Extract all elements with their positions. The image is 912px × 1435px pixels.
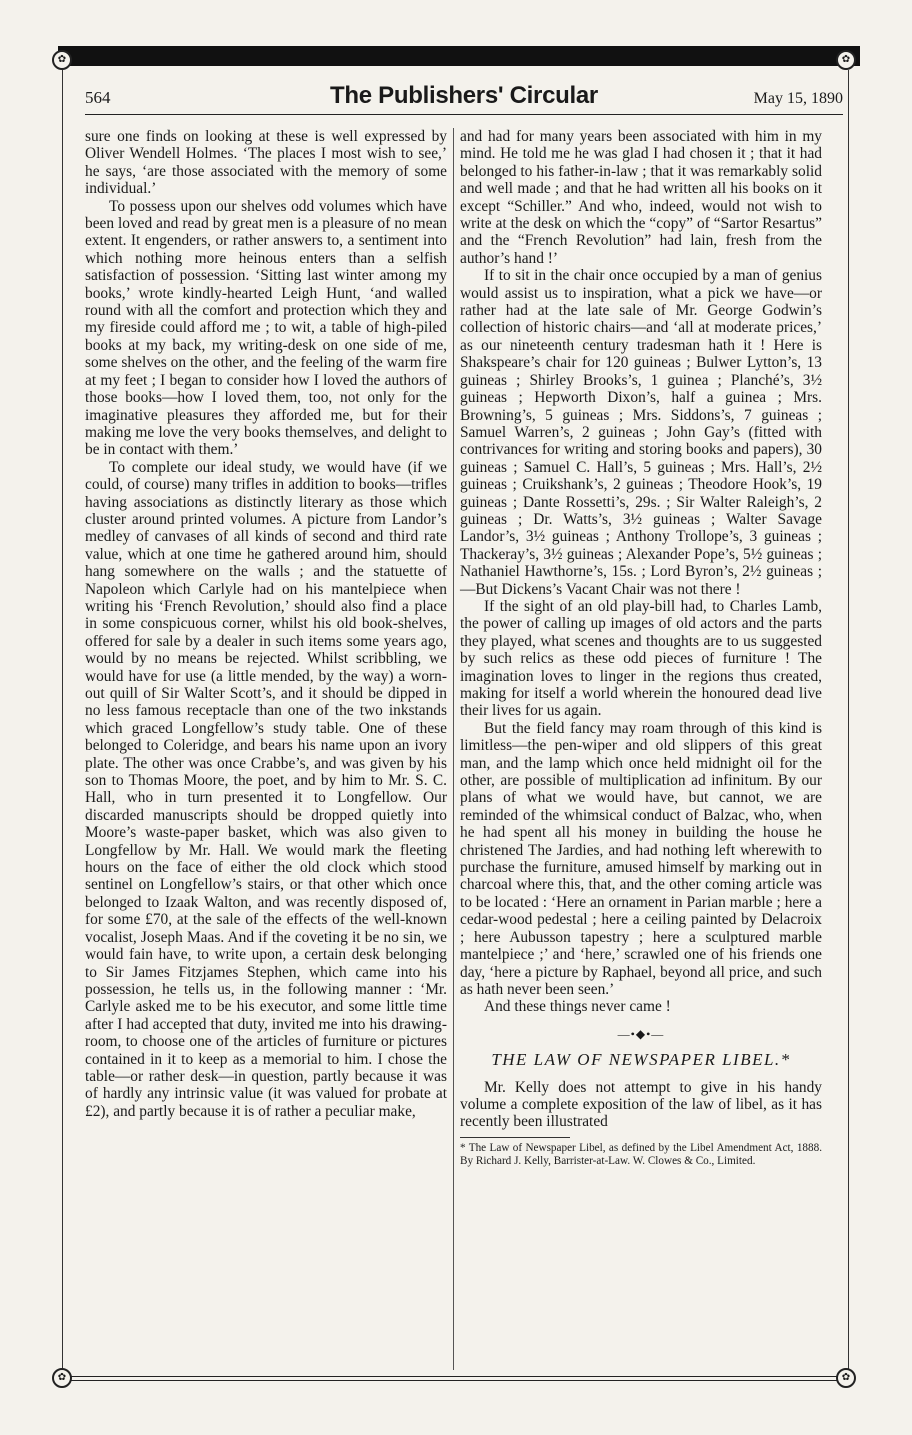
footnote-rule <box>460 1137 570 1138</box>
footnote: * The Law of Newspaper Libel, as defined by the Libel Amendment Act, 1888. By Richard J. Kelly, Barrister-at-Law. W. Clowes & Co., Limited. <box>460 1141 822 1167</box>
paragraph: But the field fancy may roam through of this kind is limitless—the pen-wiper and old slippers of this great man, and the lamp which once held midnight oil for the other, are possible of multiplication ad infinitum. By our plans of what we would have, but cannot, we are reminded of the whimsical conduct of Balzac, who, when he had spent all his money in building the house he christened The Jardies, and had nothing left wherewith to purchase the furniture, amused himself by marking out in charcoal where this, that, and the other coming article was to be located : ‘Here an ornament in Parian marble ; here a cedar-wood pedestal ; here a ceiling painted by Delacroix ; here Aubusson tapestry ; here a sculptured marble mantelpiece ;’ and ‘here,’ scrawled one of his friends one day, ‘here a picture by Raphael, beyond all price, and such as hath never been seen.’ <box>460 719 822 998</box>
right-column <box>460 128 822 1168</box>
corner-ornament-icon: ✿ <box>836 50 856 70</box>
section-ornament: —•◆•— <box>617 1026 665 1041</box>
frame-left-rule <box>62 70 63 1376</box>
bottom-decorative-rule <box>62 1376 849 1381</box>
publication-title: The Publishers' Circular <box>330 82 598 109</box>
corner-ornament-icon: ✿ <box>836 1368 856 1388</box>
corner-ornament-icon: ✿ <box>52 1368 72 1388</box>
frame-right-rule <box>848 70 849 1376</box>
paragraph: Mr. Kelly does not attempt to give in his handy volume a complete exposition of the law of libel, as it has recently been illustrated <box>460 1078 822 1131</box>
page-header <box>85 78 843 115</box>
left-column <box>85 128 447 1120</box>
issue-date: May 15, 1890 <box>753 90 843 107</box>
paragraph: sure one finds on looking at these is well expressed by Oliver Wendell Holmes. ‘The places I most wish to see,’ he says, ‘are those associated with the memory of some individual.’ <box>85 128 447 198</box>
paragraph: If the sight of an old play-bill had, to Charles Lamb, the power of calling up images of old actors and the parts they played, what scenes and thoughts are to us suggested by such relics as these odd pieces of furniture ! The imagination loves to linger in the regions thus created, making for itself a world wherein the honoured dead live their lives for us again. <box>460 597 822 720</box>
top-decorative-rule <box>58 46 860 66</box>
paragraph: and had for many years been associated with him in my mind. He told me he was glad I had chosen it ; that it had belonged to his father-in-law ; that it was remarkably solid and well made ; and that he had written all his books on it except “Schiller.” And who, indeed, would not wish to write at the desk on which the “copy” of “Sartor Resartus” and the “French Revolution” had lain, fresh from the author’s hand !’ <box>460 128 822 267</box>
corner-ornament-icon: ✿ <box>52 50 72 70</box>
page-number: 564 <box>85 88 111 107</box>
column-divider <box>453 128 454 1370</box>
section-heading: THE LAW OF NEWSPAPER LIBEL.* <box>491 1050 791 1070</box>
paragraph: If to sit in the chair once occupied by a man of genius would assist us to inspiration, what a pick we have—or rather had at the late sale of Mr. George Godwin’s collection of historic chairs—and ‘all at moderate prices,’ as our nineteenth century tradesman hath it ! Here is Shakspeare’s chair for 120 guineas ; Bulwer Lytton’s, 13 guineas ; Shirley Brooks’s, 1 guinea ; Planché’s, 3½ guineas ; Hepworth Dixon’s, half a guinea ; Mrs. Browning’s, 5 guineas ; Mrs. Siddons’s, 7 guineas ; Samuel Warren’s, 2 guineas ; John Gay’s (fitted with contrivances for writing and storing books and papers), 30 guineas ; Samuel C. Hall’s, 5 guineas ; Mrs. Hall’s, 2½ guineas ; Cruikshank’s, 2 guineas ; Theodore Hook’s, 19 guineas ; Dante Rossetti’s, 29s. ; Sir Walter Raleigh’s, 2 guineas ; Dr. Watts’s, 3½ guineas ; Walter Savage Landor’s, 3½ guineas ; Anthony Trollope’s, 3 guineas ; Thackeray’s, 3½ guineas ; Alexander Pope’s, 5½ guineas ; Nathaniel Hawthorne’s, 15s. ; Lord Byron’s, 2½ guineas ; —But Dickens’s Vacant Chair was not there ! <box>460 267 822 598</box>
paragraph: And these things never came ! <box>484 998 671 1016</box>
paragraph: To complete our ideal study, we would have (if we could, of course) many trifles in addition to books—trifles having associations as distinctly literary as those which cluster around printed volumes. A picture from Landor’s medley of canvases of all kinds of second and third rate value, which at one time he gathered around him, should hang somewhere on the walls ; and the statuette of Napoleon which Carlyle had on his mantelpiece when writing his ‘French Revolution,’ should also find a place in some conspicuous corner, whilst his old book-shelves, offered for sale by a dealer in such items some years ago, would by no means be rejected. Whilst scribbling, we would have for use (a little mended, by the way) a worn-out quill of Sir Walter Scott’s, and it should be dipped in no less famous receptacle than one of the two inkstands which graced Longfellow’s study table. One of these belonged to Coleridge, and bears his name upon an ivory plate. The other was once Crabbe’s, and was given by his son to Thomas Moore, the poet, and by him to Mr. S. C. Hall, who in turn presented it to Longfellow. Our discarded manuscripts should be dropped quietly into Moore’s waste-paper basket, which was also given to Longfellow by Mr. Hall. We would mark the fleeting hours on the face of either the old clock which stood sentinel on Longfellow’s stairs, or that other which once belonged to Izaak Walton, and was recently disposed of, for some £70, at the sale of the effects of the well-known vocalist, Joseph Maas. And if the coveting it be no sin, we would fain have, to write upon, a certain desk belonging to Sir James Fitzjames Stephen, which came into his possession, he tells us, in the following manner : ‘Mr. Carlyle asked me to be his executor, and some little time after I had accepted that duty, invited me into his drawing-room, to choose one of the articles of furniture or pictures contained in it to keep as a memorial to him. I chose the table—or rather desk—in question, partly because it was of hardly any intrinsic value (it was valued for probate at £2), and partly because it is of rather a peculiar make, <box>85 458 447 1120</box>
paragraph: To possess upon our shelves odd volumes which have been loved and read by great men is a pleasure of no mean extent. It engenders, or rather answers to, a sentiment into which nothing more heinous enters than a selfish satisfaction of possession. ‘Sitting last winter among my books,’ wrote kindly-hearted Leigh Hunt, ‘and walled round with all the comfort and protection which they and my fireside could afford me ; to wit, a table of high-piled books at my back, my writing-desk on one side of me, some shelves on the other, and the feeling of the warm fire at my feet ; I began to consider how I loved the authors of those books—how I loved them, too, not only for the imaginative pleasures they afforded me, but for their making me love the very books themselves, and delight to be in contact with them.’ <box>85 197 447 459</box>
